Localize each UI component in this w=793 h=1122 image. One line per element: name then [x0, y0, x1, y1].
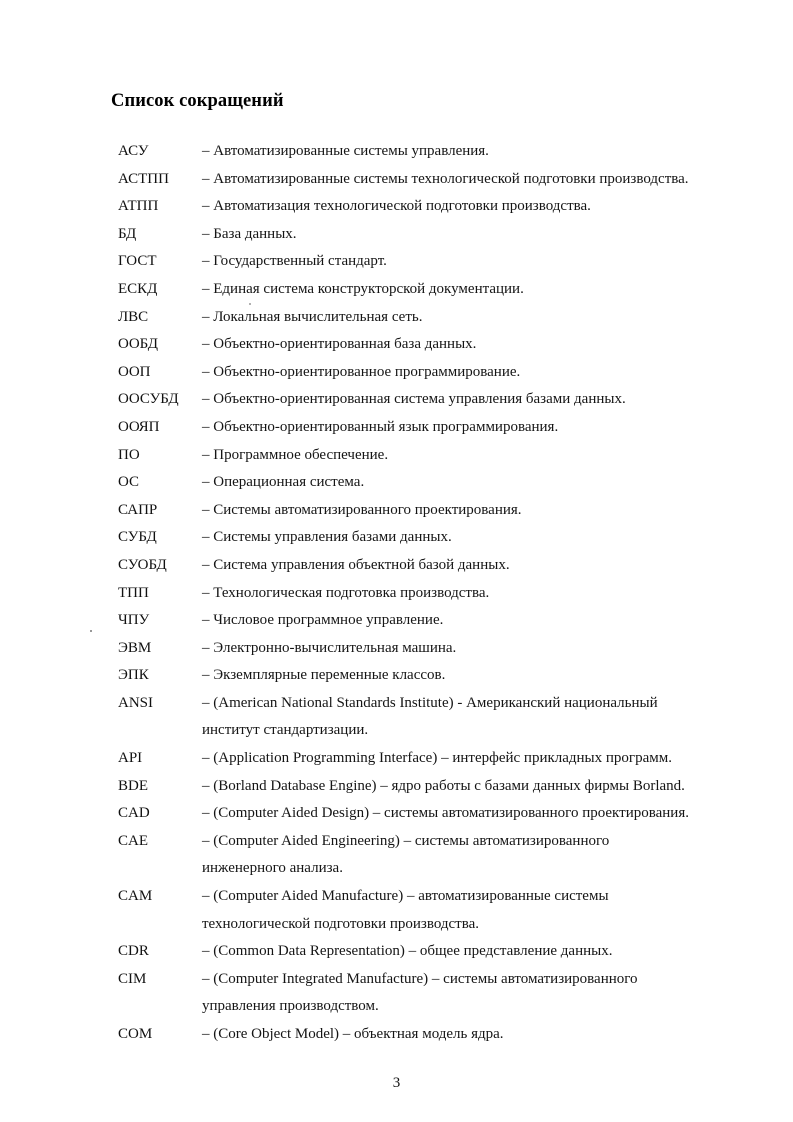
definition-line: – Операционная система.	[202, 474, 365, 491]
abbreviation-term: CDR	[118, 943, 149, 960]
abbreviation-entry	[118, 800, 738, 828]
abbreviation-term: ООЯП	[118, 418, 160, 435]
abbreviation-definition	[202, 331, 738, 359]
abbreviation-entry	[118, 635, 738, 663]
abbreviation-entry	[118, 662, 738, 690]
abbreviation-entry	[118, 690, 738, 745]
abbreviation-entry	[118, 497, 738, 525]
definition-line: – Объектно-ориентированная система управления базами данных.	[202, 391, 626, 408]
abbreviation-entry	[118, 552, 738, 580]
abbreviation-definition	[202, 552, 738, 580]
abbreviation-term: СУБД	[118, 529, 157, 546]
abbreviation-entry	[118, 745, 738, 773]
abbreviation-entry	[118, 166, 738, 194]
definition-line: управления производством.	[202, 998, 379, 1015]
definition-line: – Автоматизированные системы технологической подготовки производства.	[202, 170, 689, 187]
definition-line: – Автоматизированные системы управления.	[202, 143, 489, 159]
definition-line: – Технологическая подготовка производства.	[202, 584, 490, 601]
abbreviation-entry	[118, 193, 738, 221]
abbreviation-list	[118, 138, 738, 1049]
definition-line: – (Common Data Representation) – общее представление данных.	[202, 943, 613, 960]
scan-speck	[90, 630, 92, 632]
abbreviation-term: СУОБД	[118, 556, 167, 573]
definition-line: технологической подготовки производства.	[202, 915, 480, 932]
abbreviation-definition	[202, 386, 738, 414]
definition-line: – Объектно-ориентированный язык программирования.	[202, 418, 559, 435]
abbreviation-term: API	[118, 750, 143, 767]
definition-line: – (Computer Aided Engineering) – системы автоматизированного	[202, 832, 610, 849]
abbreviation-entry	[118, 469, 738, 497]
definition-line: – (American National Standards Institute) - Американский национальный	[202, 694, 658, 711]
page-title: Список сокращений	[111, 91, 284, 111]
abbreviation-definition	[202, 745, 738, 773]
definition-line: – Системы управления базами данных.	[202, 529, 452, 546]
definition-line: – Единая система конструкторской документации.	[202, 280, 524, 297]
abbreviation-term: АСТПП	[118, 170, 169, 187]
abbreviation-term: ГОСТ	[118, 253, 157, 270]
definition-line: институт стандартизации.	[202, 722, 369, 739]
abbreviation-term: АСУ	[118, 143, 149, 159]
abbreviation-entry	[118, 304, 738, 332]
abbreviation-entry	[118, 359, 738, 387]
abbreviation-definition	[202, 662, 738, 690]
abbreviation-entry	[118, 414, 738, 442]
abbreviation-definition	[202, 276, 738, 304]
abbreviation-entry	[118, 524, 738, 552]
abbreviation-entry	[118, 138, 738, 166]
abbreviation-term: БД	[118, 225, 137, 242]
abbreviation-entry	[118, 828, 738, 883]
definition-line: – Электронно-вычислительная машина.	[202, 639, 457, 656]
abbreviation-term: CAM	[118, 888, 153, 905]
definition-line: – Числовое программное управление.	[202, 612, 444, 629]
abbreviation-entry	[118, 221, 738, 249]
definition-line: – (Core Object Model) – объектная модель ядра.	[202, 1026, 504, 1042]
definition-line: – Объектно-ориентированное программирование.	[202, 363, 521, 380]
abbreviation-term: САПР	[118, 501, 158, 518]
abbreviation-term: CIM	[118, 970, 147, 987]
abbreviation-definition	[202, 304, 738, 332]
abbreviation-entry	[118, 773, 738, 801]
abbreviation-definition	[202, 773, 738, 801]
abbreviation-definition	[202, 166, 738, 194]
abbreviation-definition	[202, 966, 738, 1021]
abbreviation-definition	[202, 938, 738, 966]
abbreviation-definition	[202, 607, 738, 635]
abbreviation-entry	[118, 966, 738, 1021]
definition-line: – Автоматизация технологической подготовки производства.	[202, 198, 591, 215]
abbreviation-term: ПО	[118, 446, 140, 463]
abbreviation-entry	[118, 607, 738, 635]
abbreviation-term: ОС	[118, 474, 140, 491]
abbreviation-term: ЛВС	[118, 308, 149, 325]
abbreviation-term: ООБД	[118, 336, 158, 353]
abbreviation-term: ЕСКД	[118, 280, 158, 297]
page-number: 3	[392, 1075, 401, 1091]
abbreviation-definition	[202, 635, 738, 663]
abbreviation-term: CAE	[118, 832, 148, 849]
abbreviation-definition	[202, 828, 738, 883]
abbreviation-definition	[202, 193, 738, 221]
definition-line: – Локальная вычислительная сеть.	[202, 308, 423, 325]
abbreviation-definition	[202, 497, 738, 525]
abbreviation-definition	[202, 442, 738, 470]
abbreviation-entry	[118, 276, 738, 304]
definition-line: – Объектно-ориентированная база данных.	[202, 336, 477, 353]
abbreviation-definition	[202, 414, 738, 442]
definition-line: – (Computer Integrated Manufacture) – системы автоматизированного	[202, 970, 638, 987]
definition-line: – (Computer Aided Design) – системы автоматизированного проектирования.	[202, 805, 689, 822]
abbreviation-definition	[202, 248, 738, 276]
abbreviation-entry	[118, 938, 738, 966]
abbreviation-term: ЭВМ	[118, 639, 152, 656]
abbreviation-term: АТПП	[118, 198, 159, 215]
abbreviation-term: ООП	[118, 363, 151, 380]
abbreviation-definition	[202, 800, 738, 828]
abbreviation-term: COM	[118, 1026, 153, 1042]
abbreviation-entry	[118, 331, 738, 359]
definition-line: – Программное обеспечение.	[202, 446, 389, 463]
abbreviation-definition	[202, 359, 738, 387]
definition-line: – База данных.	[202, 225, 297, 242]
abbreviation-term: ЧПУ	[118, 612, 150, 629]
abbreviation-definition	[202, 883, 738, 938]
abbreviation-term: ANSI	[118, 694, 154, 711]
abbreviation-entry	[118, 442, 738, 470]
abbreviation-term: BDE	[118, 777, 148, 794]
definition-line: – Система управления объектной базой данных.	[202, 556, 510, 573]
abbreviation-entry	[118, 580, 738, 608]
abbreviation-definition	[202, 469, 738, 497]
abbreviation-definition	[202, 580, 738, 608]
abbreviation-definition	[202, 524, 738, 552]
abbreviation-term: CAD	[118, 805, 150, 822]
abbreviation-definition	[202, 138, 738, 166]
abbreviation-term: ООСУБД	[118, 391, 179, 408]
abbreviation-entry	[118, 386, 738, 414]
abbreviation-term: ТПП	[118, 584, 149, 601]
definition-line: инженерного анализа.	[202, 860, 343, 877]
definition-line: – Экземплярные переменные классов.	[202, 667, 446, 684]
abbreviation-definition	[202, 221, 738, 249]
abbreviation-entry	[118, 883, 738, 938]
abbreviation-definition	[202, 1021, 738, 1049]
abbreviation-definition	[202, 690, 738, 745]
definition-line: – Государственный стандарт.	[202, 253, 387, 270]
definition-line: – (Borland Database Engine) – ядро работы с базами данных фирмы Borland.	[202, 777, 685, 794]
definition-line: – Системы автоматизированного проектирования.	[202, 501, 522, 518]
definition-line: – (Application Programming Interface) – интерфейс прикладных программ.	[202, 750, 672, 767]
abbreviation-entry	[118, 1021, 738, 1049]
abbreviation-term: ЭПК	[118, 667, 149, 684]
abbreviation-entry	[118, 248, 738, 276]
definition-line: – (Computer Aided Manufacture) – автоматизированные системы	[202, 888, 609, 905]
